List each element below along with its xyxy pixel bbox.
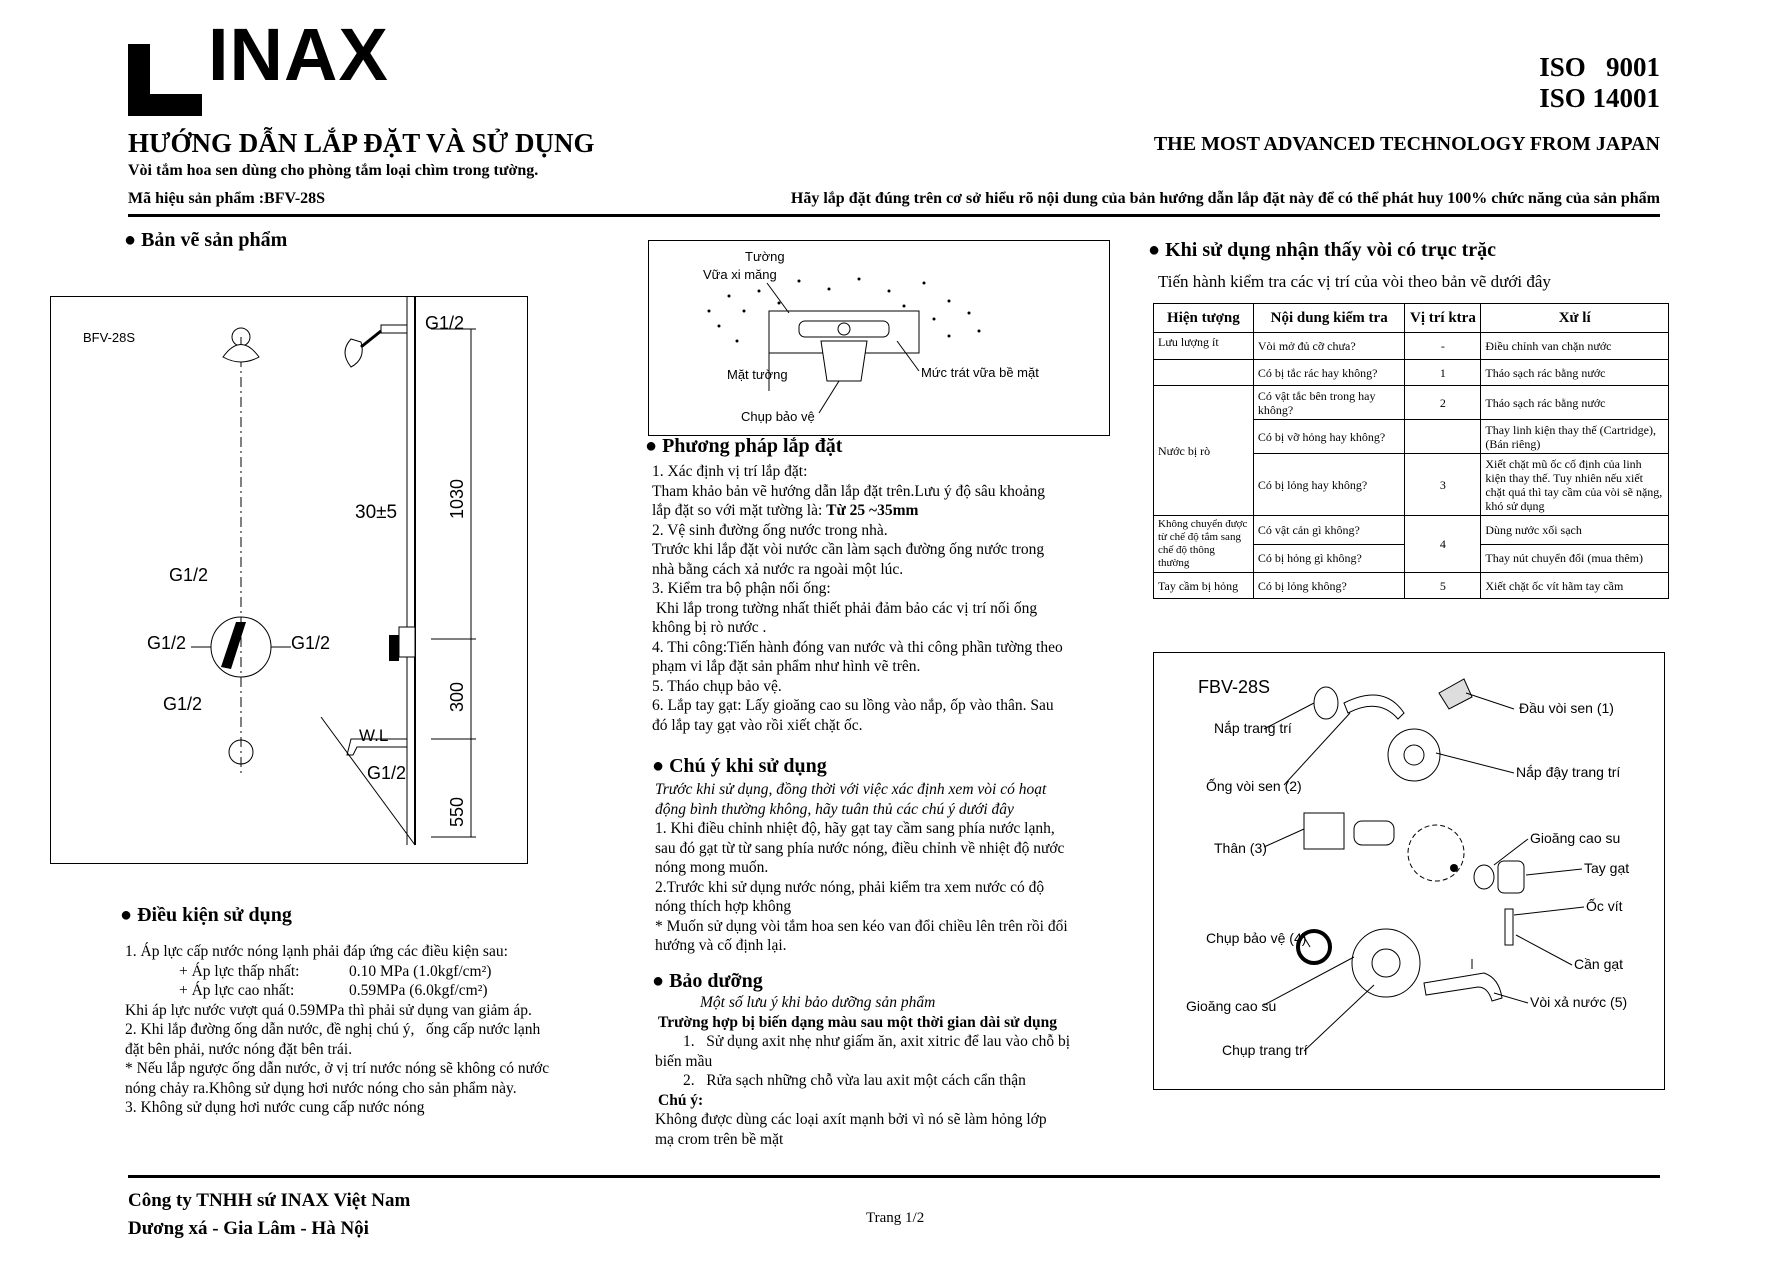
caution-heading: ● Chú ý khi sử dụng	[652, 755, 827, 777]
header-divider	[128, 214, 1660, 217]
install-line: Khi lắp trong tường nhất thiết phải đảm bảo các vị trí nối ống	[652, 599, 1038, 617]
cond-line-7: 3. Không sử dụng hơi nước cung cấp nước nóng	[125, 1099, 425, 1116]
wall-face-label: Mặt tường	[727, 367, 788, 382]
part-label: Chụp trang trí	[1222, 1042, 1308, 1058]
install-line: 3. Kiểm tra bộ phận nối ống:	[652, 580, 831, 597]
iso-certification	[1539, 52, 1660, 114]
install-depth-text: lắp đặt so với mặt tường là:	[652, 502, 827, 519]
parts-diagram	[1154, 653, 1664, 1089]
max-pressure-value: 0.59MPa (6.0kgf/cm²)	[349, 982, 488, 999]
dim-300: 300	[447, 681, 467, 712]
page-number: Trang 1/2	[866, 1210, 925, 1226]
table-cell: -	[1405, 333, 1481, 360]
cond-line-3: 2. Khi lắp đường ống dẫn nước, đề nghị chú ý, ống cấp nước lạnh	[125, 1021, 541, 1038]
inax-logo-mark	[128, 44, 202, 116]
trouble-table	[1153, 303, 1669, 599]
col-header: Nội dung kiểm tra	[1253, 304, 1405, 333]
cond-line-6: nóng chảy ra.Không sử dụng hơi nước nóng cho sản phẩm này.	[125, 1079, 517, 1097]
table-cell: 3	[1405, 454, 1481, 516]
table-cell: 5	[1405, 573, 1481, 599]
install-line: nhà bằng cách xả nước ra ngoài một lúc.	[652, 560, 904, 578]
footer-company: Công ty TNHH sứ INAX Việt Nam	[128, 1190, 411, 1211]
table-cell: Có bị lỏng không?	[1253, 573, 1405, 599]
table-row	[1154, 386, 1669, 420]
install-line: đó lắp tay gạt vào rồi xiết chặt ốc.	[652, 716, 863, 734]
footer-address: Dương xá - Gia Lâm - Hà Nội	[128, 1218, 369, 1239]
cond-line-5: * Nếu lắp ngược ống dẫn nước, ở vị trí nước nóng sẽ không có nước	[125, 1060, 550, 1077]
part-label: Gioăng cao su	[1186, 998, 1277, 1014]
part-label: Vòi xả nước (5)	[1530, 994, 1628, 1010]
dim-550: 550	[447, 796, 467, 827]
maintenance-heading: ● Bảo dưỡng	[652, 970, 763, 992]
table-cell: Xiết chặt mũ ốc cố định của linh kiện thay thế. Tuy nhiên nếu xiết chặt quá thì tay cầm của vòi sẽ nặng, khó sử dụng	[1481, 454, 1669, 516]
drawing-model-label: BFV-28S	[83, 330, 136, 345]
table-cell: Nước bị rò	[1154, 386, 1254, 516]
footer-divider	[128, 1175, 1660, 1178]
table-row	[1154, 360, 1669, 386]
maintenance-sub: Một số lưu ý khi bảo dưỡng sản phẩm	[700, 994, 936, 1011]
table-cell: Có vật cản gì không?	[1253, 516, 1405, 545]
cover-label: Chụp bảo vệ	[741, 409, 815, 424]
drawing-heading: ● Bản vẽ sản phẩm	[124, 229, 288, 251]
install-line: 2. Vệ sinh đường ống nước trong nhà.	[652, 521, 888, 539]
table-cell: Xiết chặt ốc vít hãm tay cầm	[1481, 573, 1669, 599]
caution-line: hướng và cố định lại.	[655, 937, 787, 954]
table-cell: Có bị hỏng gì không?	[1253, 544, 1405, 573]
table-header-row	[1154, 304, 1669, 333]
caution-line: * Muốn sử dụng vòi tắm hoa sen kéo van đổi chiều lên trên rồi đổi	[655, 917, 1068, 935]
document-title: HƯỚNG DẪN LẮP ĐẶT VÀ SỬ DỤNG	[128, 128, 595, 158]
cond-line-1: 1. Áp lực cấp nước nóng lạnh phải đáp ứng các điều kiện sau:	[125, 943, 508, 960]
table-cell: Có bị tắc rác hay không?	[1253, 360, 1405, 386]
caution-line: Trước khi sử dụng, đồng thời với việc xác định xem vòi có hoạt	[655, 781, 1047, 798]
caution-line: nóng mong muốn.	[655, 859, 769, 876]
g-label-top: G1/2	[425, 313, 465, 333]
install-line-depth	[652, 501, 1122, 521]
part-label: Đầu vòi sen (1)	[1519, 700, 1614, 716]
wall-label: Tường	[745, 249, 785, 264]
wall-diagram	[649, 241, 1109, 435]
table-cell: Thay nút chuyển đổi (mua thêm)	[1481, 544, 1669, 573]
table-cell	[1405, 420, 1481, 454]
caution-line: 1. Khi điều chỉnh nhiệt độ, hãy gạt tay cầm sang phía nước lạnh,	[655, 820, 1055, 837]
install-line: Tham khảo bản vẽ hướng dẫn lắp đặt trên.Lưu ý độ sâu khoảng	[652, 482, 1046, 500]
table-cell	[1154, 360, 1254, 386]
iso-9001: ISO 9001	[1539, 52, 1660, 82]
install-line: Trước khi lắp đặt vòi nước cần làm sạch đường ống nước trong	[652, 541, 1045, 558]
table-cell: Dùng nước xối sạch	[1481, 516, 1669, 545]
table-cell: Có bị lỏng hay không?	[1253, 454, 1405, 516]
iso-14001: ISO 14001	[1539, 83, 1660, 113]
wl-label: W.L	[359, 726, 389, 745]
cond-max-pressure	[125, 981, 625, 1001]
cond-line-2: Khi áp lực nước vượt quá 0.59MPa thì phải sử dụng van giảm áp.	[125, 1001, 532, 1019]
level-label: Mức trát vữa bề mặt	[921, 365, 1039, 380]
part-label: Tay gạt	[1584, 860, 1630, 876]
install-notice: Hãy lắp đặt đúng trên cơ sở hiểu rõ nội dung của bản hướng dẫn lắp đặt này để có thể phát huy 100% chức năng của sản phẩm	[790, 190, 1660, 207]
table-cell: Không chuyển được từ chế độ tắm sang chế độ thông thường	[1154, 516, 1254, 573]
caution-line: động bình thường không, hãy tuân thủ các chú ý dưới đây	[655, 800, 1014, 818]
table-cell: Tháo sạch rác bằng nước	[1481, 360, 1669, 386]
part-label: Ốc vít	[1586, 898, 1623, 914]
maintenance-line: Không được dùng các loại axít mạnh bởi vì nó sẽ làm hỏng lớp	[655, 1111, 1047, 1128]
maintenance-note: Chú ý:	[658, 1091, 704, 1109]
maintenance-case: Trường hợp bị biến dạng màu sau một thời gian dài sử dụng	[658, 1013, 1057, 1031]
trouble-intro: Tiến hành kiểm tra các vị trí của vòi theo bản vẽ dưới đây	[1158, 272, 1551, 291]
product-drawing-frame	[50, 296, 528, 864]
maintenance-line: biến mầu	[655, 1052, 713, 1070]
install-line: 5. Tháo chụp bảo vệ.	[652, 677, 782, 695]
table-row	[1154, 333, 1669, 360]
product-subtitle: Vòi tắm hoa sen dùng cho phòng tắm loại chìm trong tường.	[128, 162, 539, 179]
mortar-label: Vữa xi măng	[703, 267, 777, 282]
table-row	[1154, 573, 1669, 599]
caution-body	[655, 780, 1125, 956]
part-label: Cần gạt	[1574, 956, 1624, 972]
g-label-mid-right: G1/2	[291, 633, 331, 653]
cond-line-4: đặt bên phải, nước nóng đặt bên trái.	[125, 1040, 353, 1058]
caution-line: 2.Trước khi sử dụng nước nóng, phải kiểm tra xem nước có độ	[655, 878, 1045, 896]
maintenance-line: mạ crom trên bề mặt	[655, 1130, 784, 1148]
min-pressure-label: + Áp lực thấp nhất:	[179, 962, 300, 980]
table-cell: Tay cầm bị hỏng	[1154, 573, 1254, 599]
tagline: THE MOST ADVANCED TECHNOLOGY FROM JAPAN	[1153, 133, 1660, 155]
install-line: 1. Xác định vị trí lắp đặt:	[652, 463, 808, 480]
part-label: Gioăng cao su	[1530, 830, 1621, 846]
product-model: Mã hiệu sản phẩm :BFV-28S	[128, 190, 326, 207]
product-drawing	[51, 297, 527, 863]
caution-line: sau đó gạt từ từ sang phía nước nóng, điều chỉnh về nhiệt độ nước	[655, 839, 1065, 857]
table-row	[1154, 516, 1669, 545]
maintenance-line: 2. Rửa sạch những chỗ vừa lau axit một cách cẩn thận	[683, 1072, 1026, 1089]
install-line: 4. Thi công:Tiến hành đóng van nước và thi công phần tường theo	[652, 638, 1063, 656]
table-cell: Tháo sạch rác bằng nước	[1481, 386, 1669, 420]
col-header: Xử lí	[1481, 304, 1669, 333]
wall-diagram-frame	[648, 240, 1110, 436]
col-header: Hiện tượng	[1154, 304, 1254, 333]
table-cell: Lưu lượng ít	[1154, 333, 1254, 360]
install-line: 6. Lắp tay gạt: Lấy gioăng cao su lồng vào nắp, ốp vào thân. Sau	[652, 697, 1054, 714]
install-line: không bị rò nước .	[652, 619, 767, 636]
col-header: Vị trí ktra	[1405, 304, 1481, 333]
part-label: Nắp đậy trang trí	[1516, 764, 1621, 780]
part-label: Ống vòi sen (2)	[1206, 778, 1302, 794]
part-label: Chụp bảo vệ (4)	[1206, 930, 1307, 946]
table-cell: Vòi mở đủ cỡ chưa?	[1253, 333, 1405, 360]
install-line: phạm vi lắp đặt sản phẩm như hình vẽ trên.	[652, 658, 921, 675]
maintenance-line: 1. Sử dụng axit nhẹ như giấm ăn, axit xitric để lau vào chỗ bị	[683, 1033, 1071, 1050]
conditions-heading: ● Điều kiện sử dụng	[120, 904, 292, 926]
install-depth-value: Từ 25 ~35mm	[826, 502, 919, 519]
conditions-body	[125, 942, 625, 1118]
min-pressure-value: 0.10 MPa (1.0kgf/cm²)	[349, 962, 492, 980]
maintenance-body	[655, 993, 1125, 1149]
tolerance-label: 30±5	[355, 502, 398, 523]
caution-line: nóng thích hợp không	[655, 898, 792, 915]
part-label: Nắp trang trí	[1214, 720, 1292, 736]
parts-model-label: FBV-28S	[1198, 677, 1271, 697]
max-pressure-label: + Áp lực cao nhất:	[179, 982, 295, 999]
table-cell: Có bị vỡ hỏng hay không?	[1253, 420, 1405, 454]
cond-min-pressure	[125, 962, 625, 982]
table-cell: 1	[1405, 360, 1481, 386]
trouble-heading: ● Khi sử dụng nhận thấy vòi có trục trặc	[1148, 239, 1497, 261]
part-label: Thân (3)	[1214, 840, 1267, 856]
g-label-mid-left: G1/2	[147, 633, 187, 653]
g-label-low: G1/2	[163, 694, 203, 714]
parts-diagram-frame	[1153, 652, 1665, 1090]
inax-logo-text: INAX	[208, 13, 389, 96]
dim-1030: 1030	[447, 478, 467, 519]
install-heading: ● Phương pháp lắp đặt	[645, 435, 843, 457]
g-label-bottom: G1/2	[367, 763, 407, 783]
table-cell: 2	[1405, 386, 1481, 420]
table-cell: Thay linh kiện thay thế (Cartridge), (Bán riêng)	[1481, 420, 1669, 454]
install-body	[652, 462, 1122, 735]
table-cell: Có vật tắc bên trong hay không?	[1253, 386, 1405, 420]
table-cell: Điều chỉnh van chặn nước	[1481, 333, 1669, 360]
table-cell: 4	[1405, 516, 1481, 573]
g-label-left: G1/2	[169, 565, 209, 585]
